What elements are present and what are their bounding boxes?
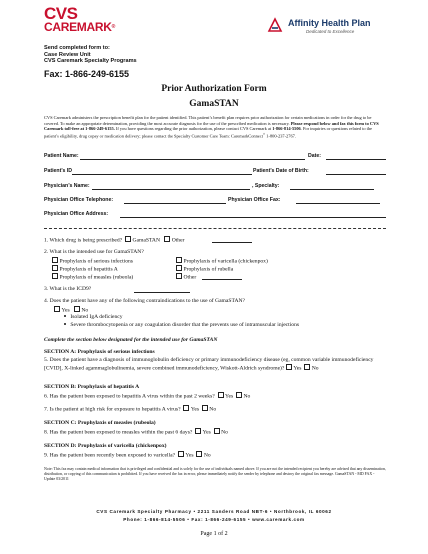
q2-varicella-checkbox[interactable]: [176, 257, 182, 263]
section-divider: [44, 228, 386, 229]
q2-opt-varicella: Prophylaxis of varicella (chickenpox): [176, 257, 268, 266]
q7-no-checkbox[interactable]: [202, 405, 208, 411]
affinity-mark-icon: [266, 16, 284, 34]
q2-other-checkbox[interactable]: [176, 273, 182, 279]
patient-name-row: [44, 153, 79, 159]
q2-opt-rubella: Prophylaxis of rubella: [176, 265, 233, 274]
section-a-title: SECTION A: Prophylaxis of serious infections: [44, 349, 155, 355]
office-phone-label: Physician Office Telephone:: [44, 197, 114, 203]
footer-contact: Phone: 1-866-814-5506 • Fax: 1-866-249-6155 • www.caremark.com: [123, 517, 305, 522]
question-1: [44, 236, 184, 245]
dob-label: Patient’s Date of Birth:: [253, 168, 309, 174]
q8-yes-checkbox[interactable]: [195, 428, 201, 434]
q5-yes-checkbox[interactable]: [286, 364, 292, 370]
q2-opt-other: Other: [176, 273, 196, 282]
office-address-label: Physician Office Address:: [44, 211, 109, 217]
cvs-logo-line1: CVS: [44, 4, 78, 23]
dob-field[interactable]: [326, 174, 386, 175]
patient-name-field[interactable]: [80, 159, 305, 160]
q5-no-checkbox[interactable]: [304, 364, 310, 370]
q6-yes-checkbox[interactable]: [218, 392, 224, 398]
q5-text: 5. Does the patient have a diagnosis of immunoglobulin deficiency or primary immunodeficiency disease (eg, common variable immunodeficiency [CVID], X-linked agammaglobulinemia, severe combined immunodeficiency, Wiskott-Aldrich syndrome)?: [44, 357, 374, 372]
patient-name-label: Patient Name:: [44, 153, 79, 159]
section-c-title: SECTION C: Prophylaxis of measles (rubeola): [44, 420, 156, 426]
section-a-q5: 5. Does the patient have a diagnosis of immunoglobulin deficiency or primary immunodeficiency disease (eg, common variable immunodeficiency [CVID], X-linked agammaglobulinemia, severe combined immunodeficiency, Wiskott-Aldrich syndrome)? Yes No: [44, 357, 374, 372]
q6-no-checkbox[interactable]: [236, 392, 242, 398]
physician-name-label: Physician’s Name:: [44, 183, 90, 189]
q2-hepatitis-a-checkbox[interactable]: [52, 265, 58, 271]
q8-no-checkbox[interactable]: [214, 428, 220, 434]
affinity-name: Affinity Health Plan: [288, 18, 371, 28]
bullet-icon: [64, 315, 66, 317]
bullet-icon: [64, 323, 66, 325]
form-subtitle: GamaSTAN: [189, 99, 239, 109]
affinity-health-plan-logo: [266, 12, 394, 38]
patient-id-label: Patient’s ID: [44, 168, 73, 174]
q2-opt-hepatitis-a: Prophylaxis of hepatitis A: [52, 265, 118, 274]
q4-yes-checkbox[interactable]: [54, 306, 60, 312]
q4-bullet-2: Severe thrombocytopenia or any coagulation disorder that the prevents use of intramuscular injections: [64, 322, 299, 329]
q4-bullet-1: Isolated IgA deficiency: [64, 314, 123, 321]
section-b-title: SECTION B: Prophylaxis of hepatitis A: [44, 384, 140, 390]
q3-label: 3. What is the ICD9?: [44, 286, 92, 292]
q2-other-field[interactable]: [202, 279, 242, 280]
office-fax-field[interactable]: [296, 203, 380, 204]
send-to-line3: CVS Caremark Specialty Programs: [44, 58, 137, 65]
intro-paragraph: CVS Caremark administers the prescription benefit plan for the patient identified. This patient’s benefit plan requires prior authorization for certain medications in order for the drug to be covered. To make an appropriate determination, providing the most accurate diagnosis for the use of the prescribed medication is necessary. Please respond below and fax this form to CVS Caremark toll-free at 1-866-249-6155. If you have questions regarding the prior authorization, please contact CVS Caremark at 1-866-814-5506. For inquiries or questions related to the patient’s eligibility, drug copay or medication delivery; please contact the Specialty Customer Care Team: CaremarkConnect® 1-800-237-2767.: [44, 115, 379, 139]
q1-other-checkbox[interactable]: [164, 236, 170, 242]
send-to-line1: Send completed form to:: [44, 45, 110, 51]
section-d-q9: 9. Has the patient been recently been exposed to varicella? Yes No: [44, 452, 211, 459]
q9-no-checkbox[interactable]: [196, 451, 202, 457]
q2-serious-infections-checkbox[interactable]: [52, 257, 58, 263]
q2-opt-measles: Prophylaxis of measles (rubeola): [52, 273, 133, 282]
q1-gamastan-checkbox[interactable]: [125, 236, 131, 242]
patient-id-field[interactable]: [72, 174, 252, 175]
fax-number: Fax: 1-866-249-6155: [44, 69, 130, 79]
q1-label: 1. Which drug is being prescribed?: [44, 237, 123, 244]
section-b-q6: 6. Has the patient been exposed to hepatitis A virus within the past 2 weeks? Yes No: [44, 393, 251, 400]
office-fax-label: Physician Office Fax:: [228, 197, 281, 203]
q2-measles-checkbox[interactable]: [52, 273, 58, 279]
section-b-q7: 7. Is the patient at high risk for exposure to hepatitis A virus? Yes No: [44, 406, 217, 413]
affinity-tagline: Dedicated to Excellence: [306, 29, 355, 34]
specialty-field[interactable]: [290, 189, 374, 190]
q1-other-field[interactable]: [212, 242, 252, 243]
q9-yes-checkbox[interactable]: [178, 451, 184, 457]
section-c-q8: 8. Has the patient been exposed to measles within the past 6 days? Yes No: [44, 429, 228, 436]
section-d-title: SECTION D: Prophylaxis of varicella (chickenpox): [44, 443, 167, 449]
date-label: Date:: [308, 153, 321, 159]
complete-section-note: Complete the section below designated for the intended use for GamaSTAN: [44, 337, 218, 343]
q1-gamastan-label: GamaSTAN: [132, 237, 160, 244]
specialty-label: , Specialty:: [252, 183, 280, 189]
office-phone-field[interactable]: [124, 203, 226, 204]
send-to-block: [44, 45, 137, 65]
q2-label: 2. What is the intended use for GamaSTAN?: [44, 249, 144, 255]
page-number: Page 1 of 2: [200, 531, 228, 537]
date-field[interactable]: [326, 159, 386, 160]
send-to-line2: Case Review Unit: [44, 51, 91, 58]
confidentiality-note: Note: This fax may contain medical information that is privileged and confidential and is solely for the use of individuals named above. If you are not the intended recipient you hereby are advised that any dissemination, distribution, or copying of this communication is prohibited. If you have received the fax in error, please immediately notify the sender by telephone and destroy the original fax message. GamaSTAN - MD FAX - Update 03/2011: [44, 467, 386, 481]
physician-name-field[interactable]: [92, 189, 250, 190]
cvs-caremark-logo: [44, 6, 114, 42]
q4-label: 4. Does the patient have any of the following contraindications to the use of GamaSTAN?: [44, 298, 246, 304]
q7-yes-checkbox[interactable]: [183, 405, 189, 411]
q2-rubella-checkbox[interactable]: [176, 265, 182, 271]
q2-opt-serious-infections: Prophylaxis of serious infections: [52, 257, 133, 266]
q3-icd9-field[interactable]: [134, 292, 190, 293]
form-title: Prior Authorization Form: [161, 84, 267, 94]
office-address-field[interactable]: [120, 217, 386, 218]
q4-no-checkbox[interactable]: [74, 306, 80, 312]
footer-address: CVS Caremark Specialty Pharmacy • 2211 Sanders Road NBT-6 • Northbrook, IL 60062: [96, 509, 332, 514]
q1-other-label: Other: [171, 237, 185, 244]
cvs-logo-line2: CAREMARK®: [44, 20, 115, 34]
q4-options: Yes No: [54, 306, 88, 315]
